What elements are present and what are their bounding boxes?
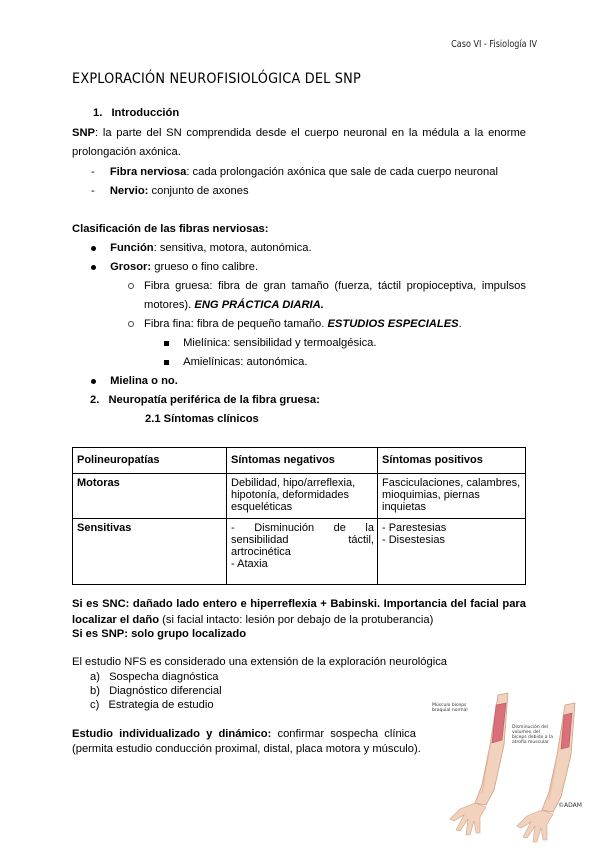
text: motores). [144,299,195,311]
list-item-grosor [91,261,258,273]
text: Mielina o no. [110,375,178,387]
text: (si facial intacto: lesión por debajo de la protuberancia) [159,614,434,626]
text: confirmar sospecha clínica [271,728,416,740]
text: Sospecha diagnóstica [109,671,219,683]
symptoms-table [72,447,526,585]
section-number: 2. [90,394,100,406]
running-header: Caso VI - Fisiología IV [451,39,537,50]
bullet-icon [91,265,96,270]
figure-label-atrophy: Disminución del volumen del bíceps debido a la atrofia muscular [512,725,553,745]
list-item-mielinica [164,337,377,349]
dash-marker: - [91,166,95,178]
classification-heading: Clasificación de las fibras nerviosas: [72,223,269,235]
cell-line: - Parestesias [382,522,447,534]
document-title: EXPLORACIÓN NEUROFISIOLÓGICA DEL SNP [72,71,361,87]
circle-bullet-icon [128,280,134,292]
bullet-icon [91,379,96,384]
term: Nervio: [109,185,149,197]
section-title: Neuropatía periférica de la fibra gruesa: [108,394,320,406]
definition: : cada prolongación axónica que sale de cada cuerpo neuronal [186,166,498,178]
list-item-fibra-nerviosa [91,166,498,178]
list-item-b [90,685,222,697]
fibra-gruesa-line1: Fibra gruesa: fibra de gran tamaño (fuerza, táctil propioceptiva, impulsos [144,280,526,292]
snp-note-line: Si es SNP: solo grupo localizado [72,628,247,640]
individual-study-line2: (permita estudio conducción proximal, distal, placa motora y músculo). [72,743,421,755]
list-item-amielinicas [164,356,307,368]
circle-bullet-icon [128,318,134,330]
text: Amielínicas: autonómica. [183,356,308,368]
definition: conjunto de axones [148,185,249,197]
table-header: Síntomas negativos [227,448,378,474]
suffix: . [458,318,462,330]
list-item-c [90,699,214,711]
table-row [73,474,526,519]
snp-term: SNP [72,127,96,139]
term: Función [110,242,154,254]
term: Grosor: [110,261,152,273]
marker: a) [90,671,100,683]
bold-text: Estudio individualizado y dinámico: [72,728,272,740]
square-bullet-icon [164,341,169,346]
arm-muscle-figure [420,685,595,845]
list-item-mielina [91,375,178,387]
marker: b) [90,685,100,697]
table-cell: Motoras [73,474,227,519]
table-cell: Sensitivas [73,519,227,585]
snc-note-line1: Si es SNC: dañado lado entero e hiperreflexia + Babinski. Importancia del facial para [72,598,526,610]
snp-definition-line1 [72,127,526,139]
table-row [73,519,526,585]
text: Diagnóstico diferencial [109,685,222,697]
section-number: 1. [93,107,103,119]
section-1-heading [93,107,179,119]
figure-credit: ©ADAM [558,802,582,809]
nfs-intro: El estudio NFS es considerado una extensión de la exploración neurológica [72,656,448,668]
table-header: Síntomas positivos [378,448,526,474]
definition: : sensitiva, motora, autonómica. [153,242,312,254]
emphasis: ENG PRÁCTICA DIARIA. [194,299,324,311]
subsection-heading: 2.1 Síntomas clínicos [145,413,259,425]
snp-definition-line2: prolongación axónica. [72,146,181,158]
section-2-heading [90,394,320,406]
square-bullet-icon [164,360,169,365]
table-cell: Debilidad, hipo/arreflexia, hipotonía, deformidades esqueléticas [227,474,378,519]
snc-note-line2 [72,614,433,626]
text: Estrategia de estudio [108,699,214,711]
individual-study-line1 [72,728,416,740]
bullet-icon [91,246,96,251]
section-title: Introducción [111,107,180,119]
term: Fibra nerviosa [109,166,187,178]
figure-label-normal: Músculo bíceps braquial normal [432,703,468,713]
table-header: Polineuropatías [73,448,227,474]
table-header-row [73,448,526,474]
table-cell [378,519,526,585]
text: Mielínica: sensibilidad y termoalgésica. [183,337,377,349]
cell-line: - Ataxia [231,558,268,570]
definition: grueso o fino calibre. [151,261,259,273]
cell-line: - Disminución de la sensibilidad táctil, artrocinética [231,522,374,558]
dash-marker: - [91,185,95,197]
cell-line: - Disestesias [382,534,445,546]
list-item-funcion [91,242,312,254]
list-item-a [90,671,219,683]
emphasis: ESTUDIOS ESPECIALES [327,318,459,330]
bold-text: localizar el daño [72,614,160,626]
snp-definition-text: : la parte del SN comprendida desde el cuerpo neuronal en la médula a la enorme [95,127,526,139]
fibra-fina-line [144,318,462,330]
fibra-gruesa-line2 [144,299,324,311]
table-cell: Fasciculaciones, calambres, mioquimias, piernas inquietas [378,474,526,519]
marker: c) [90,699,100,711]
table-cell [227,519,378,585]
list-item-nervio [91,185,249,197]
text: Fibra fina: fibra de pequeño tamaño. [144,318,328,330]
